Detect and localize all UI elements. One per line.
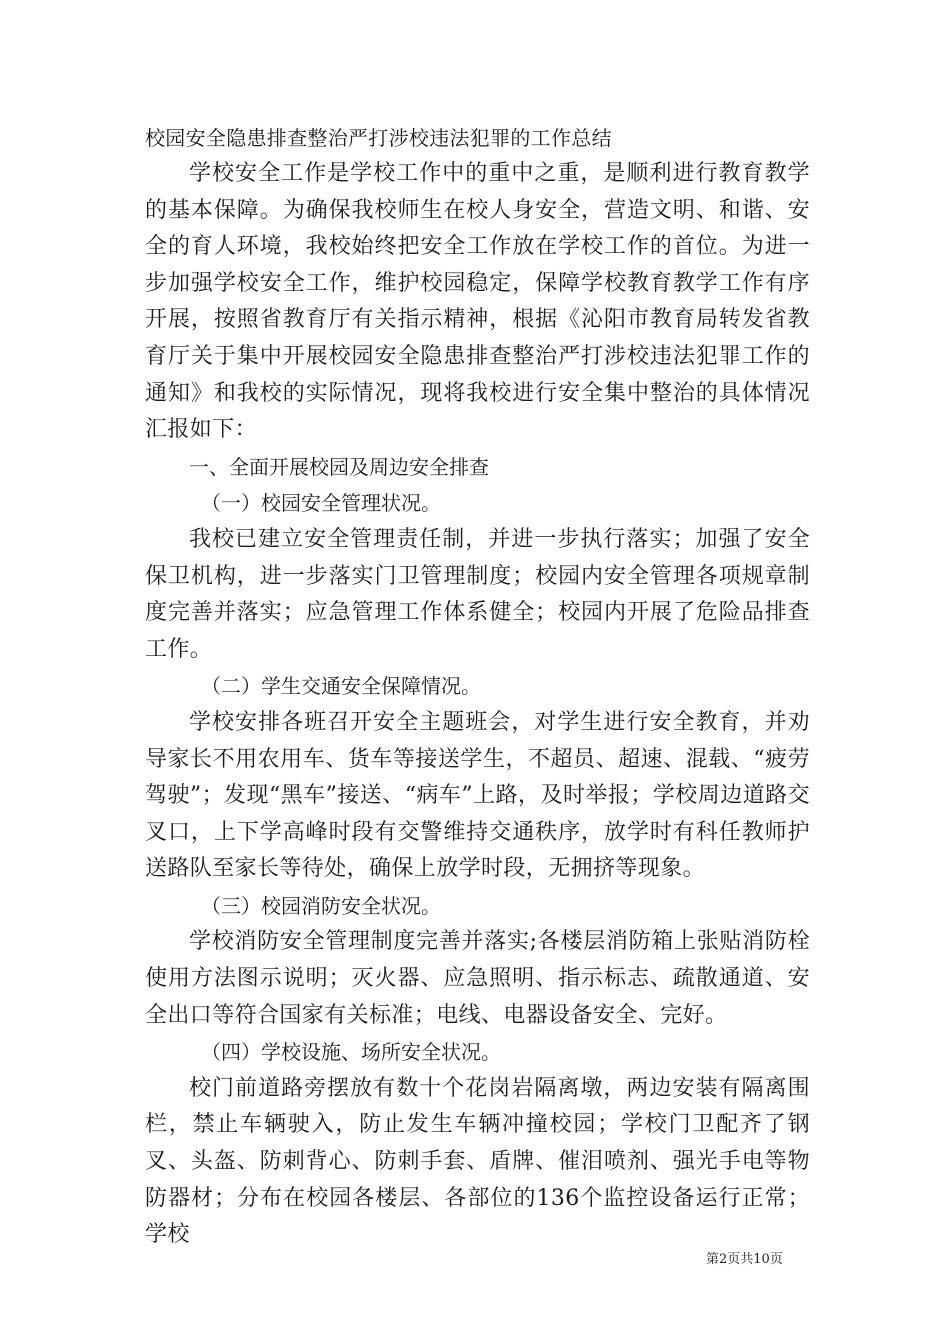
subsection-paragraph-3: 学校消防安全管理制度完善并落实;各楼层消防箱上张贴消防栓使用方法图示说明；灭火器、应急照明、指示标志、疏散通道、安全出口等符合国家有关标准；电线、电器设备安全、完好。: [145, 929, 810, 1028]
subsection-paragraph-4: 校门前道路旁摆放有数十个花岗岩隔离墩，两边安装有隔离围栏，禁止车辆驶入，防止发生车辆冲撞校园；学校门卫配齐了钢叉、头盔、防刺背心、防刺手套、盾牌、催泪喷剂、强光手电等物防器材；分布在校园各楼层、各部位的136个监控设备运行正常；学校: [145, 1075, 810, 1248]
document-title: 校园安全隐患排查整治严打涉校违法犯罪的工作总结: [145, 126, 612, 150]
intro-paragraph: 学校安全工作是学校工作中的重中之重，是顺利进行教育教学的基本保障。为确保我校师生在校人身安全，营造文明、和谐、安全的育人环境，我校始终把安全工作放在学校工作的首位。为进一步加强学校安全工作，维护校园稳定，保障学校教育教学工作有序开展，按照省教育厅有关指示精神，根据《沁阳市教育局转发省教育厅关于集中开展校园安全隐患排查整治严打涉校违法犯罪工作的通知》和我校的实际情况，现将我校进行安全集中整治的具体情况汇报如下：: [145, 161, 810, 443]
page-number: 第2页共10页: [706, 1252, 783, 1267]
subsection-heading-4: （四）学校设施、场所安全状况。: [201, 1040, 501, 1065]
subsection-heading-3: （三）校园消防安全状况。: [201, 893, 441, 918]
document-body: [145, 120, 810, 1254]
subsection-paragraph-2: 学校安排各班召开安全主题班会，对学生进行安全教育，并劝导家长不用农用车、货车等接送学生，不超员、超速、混载、“疲劳驾驶”；发现“黑车”接送、“病车”上路，及时举报；学校周边道路交叉口，上下学高峰时段有交警维持交通秩序，放学时有科任教师护送路队至家长等待处，确保上放学时段，无拥挤等现象。: [145, 709, 810, 882]
section-heading-1: 一、全面开展校园及周边安全排查: [189, 454, 489, 479]
subsection-paragraph-1: 我校已建立安全管理责任制，并进一步执行落实；加强了安全保卫机构，进一步落实门卫管理制度；校园内安全管理各项规章制度完善并落实；应急管理工作体系健全；校园内开展了危险品排查工作。: [145, 526, 810, 662]
subsection-heading-1: （一）校园安全管理状况。: [201, 491, 441, 516]
subsection-heading-2: （二）学生交通安全保障情况。: [201, 674, 481, 699]
